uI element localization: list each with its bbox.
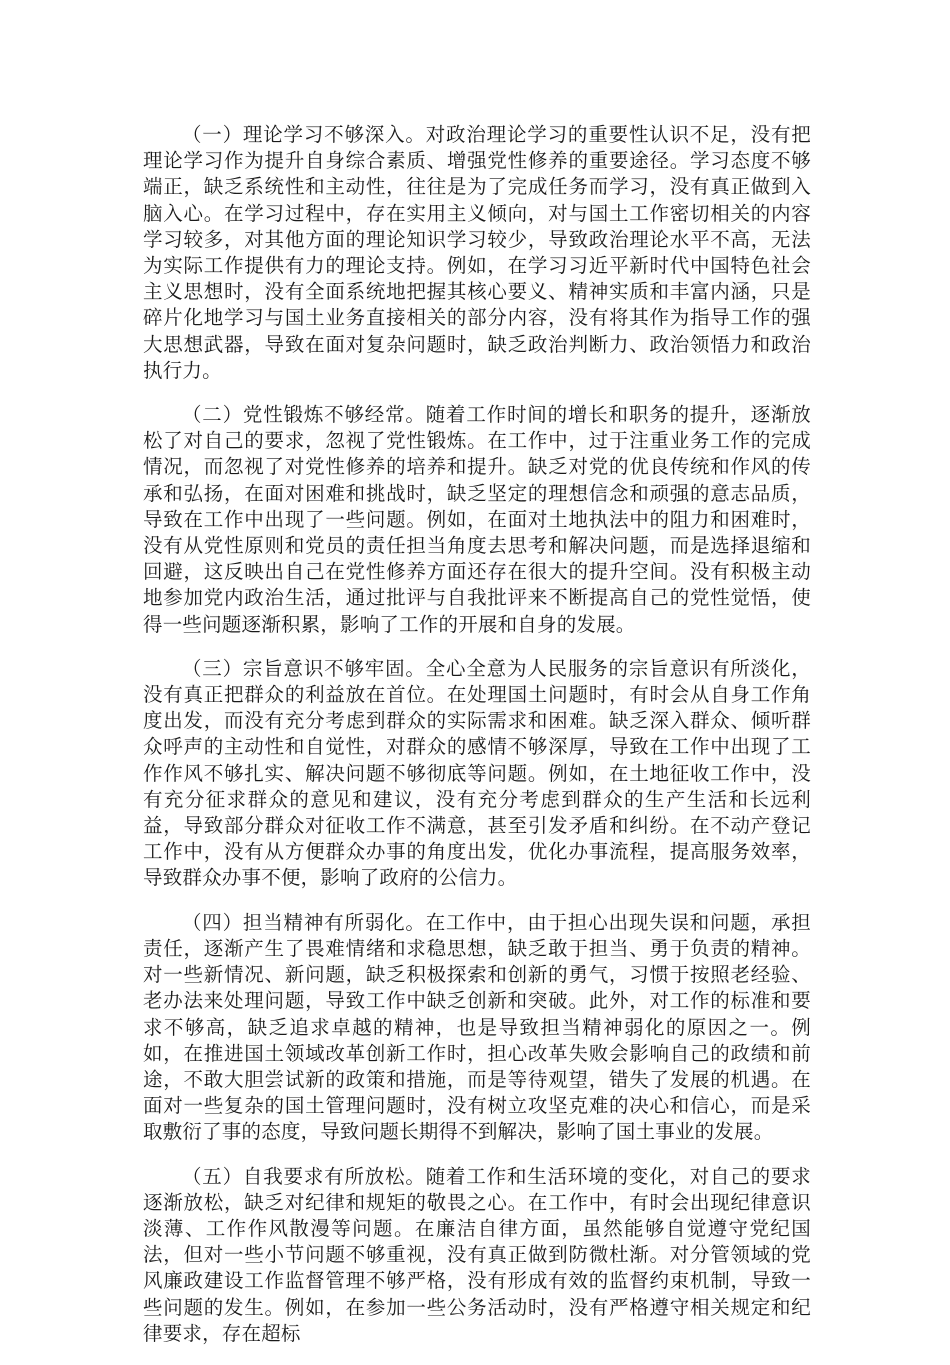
paragraph-responsibility: （四）担当精神有所弱化。在工作中，由于担心出现失误和问题，承担责任，逐渐产生了畏难情绪和求稳思想，缺乏敢于担当、勇于负责的精神。对一些新情况、新问题，缺乏积极探索和创新的勇气，习惯于按照老经验、老办法来处理问题，导致工作中缺乏创新和突破。此外，对工作的标准和要求不够高，缺乏追求卓越的精神，也是导致担当精神弱化的原因之一。例如，在推进国土领域改革创新工作时，担心改革失败会影响自己的政绩和前途，不敢大胆尝试新的政策和措施，而是等待观望，错失了发展的机遇。在面对一些复杂的国土管理问题时，没有树立攻坚克难的决心和信心，而是采取敷衍了事的态度，导致问题长期得不到解决，影响了国土事业的发展。 bbox=[143, 910, 811, 1144]
paragraph-party-spirit: （二）党性锻炼不够经常。随着工作时间的增长和职务的提升，逐渐放松了对自己的要求，忽视了党性锻炼。在工作中，过于注重业务工作的完成情况，而忽视了对党性修养的培养和提升。缺乏对党的优良传统和作风的传承和弘扬，在面对困难和挑战时，缺乏坚定的理想信念和顽强的意志品质，导致在工作中出现了一些问题。例如，在面对土地执法中的阻力和困难时，没有从党性原则和党员的责任担当角度去思考和解决问题，而是选择退缩和回避，这反映出自己在党性修养方面还存在很大的提升空间。没有积极主动地参加党内政治生活，通过批评与自我批评来不断提高自己的党性觉悟，使得一些问题逐渐积累，影响了工作的开展和自身的发展。 bbox=[143, 403, 811, 636]
paragraph-purpose-awareness: （三）宗旨意识不够牢固。全心全意为人民服务的宗旨意识有所淡化，没有真正把群众的利益放在首位。在处理国土问题时，有时会从自身工作角度出发，而没有充分考虑到群众的实际需求和困难。缺乏深入群众、倾听群众呼声的主动性和自觉性，对群众的感情不够深厚，导致在工作中出现了工作作风不够扎实、解决问题不够彻底等问题。例如，在土地征收工作中，没有充分征求群众的意见和建议，没有充分考虑到群众的生产生活和长远利益，导致部分群众对征收工作不满意，甚至引发矛盾和纠纷。在不动产登记工作中，没有从方便群众办事的角度出发，优化办事流程，提高服务效率，导致群众办事不便，影响了政府的公信力。 bbox=[143, 656, 811, 890]
paragraph-theory-study: （一）理论学习不够深入。对政治理论学习的重要性认识不足，没有把理论学习作为提升自身综合素质、增强党性修养的重要途径。学习态度不够端正，缺乏系统性和主动性，往往是为了完成任务而学习，没有真正做到入脑入心。在学习过程中，存在实用主义倾向，对与国土工作密切相关的内容学习较多，对其他方面的理论知识学习较少，导致政治理论水平不高，无法为实际工作提供有力的理论支持。例如，在学习习近平新时代中国特色社会主义思想时，没有全面系统地把握其核心要义、精神实质和丰富内涵，只是碎片化地学习与国土业务直接相关的部分内容，没有将其作为指导工作的强大思想武器，导致在面对复杂问题时，缺乏政治判断力、政治领悟力和政治执行力。 bbox=[143, 123, 811, 382]
document-body bbox=[143, 122, 811, 1365]
paragraph-self-discipline: （五）自我要求有所放松。随着工作和生活环境的变化，对自己的要求逐渐放松，缺乏对纪律和规矩的敬畏之心。在工作中，有时会出现纪律意识淡薄、工作作风散漫等问题。在廉洁自律方面，虽然能够自觉遵守党纪国法，但对一些小节问题不够重视，没有真正做到防微杜渐。对分管领域的党风廉政建设工作监督管理不够严格，没有形成有效的监督约束机制，导致一些问题的发生。例如，在参加一些公务活动时，没有严格遵守相关规定和纪律要求，存在超标 bbox=[143, 1164, 811, 1345]
